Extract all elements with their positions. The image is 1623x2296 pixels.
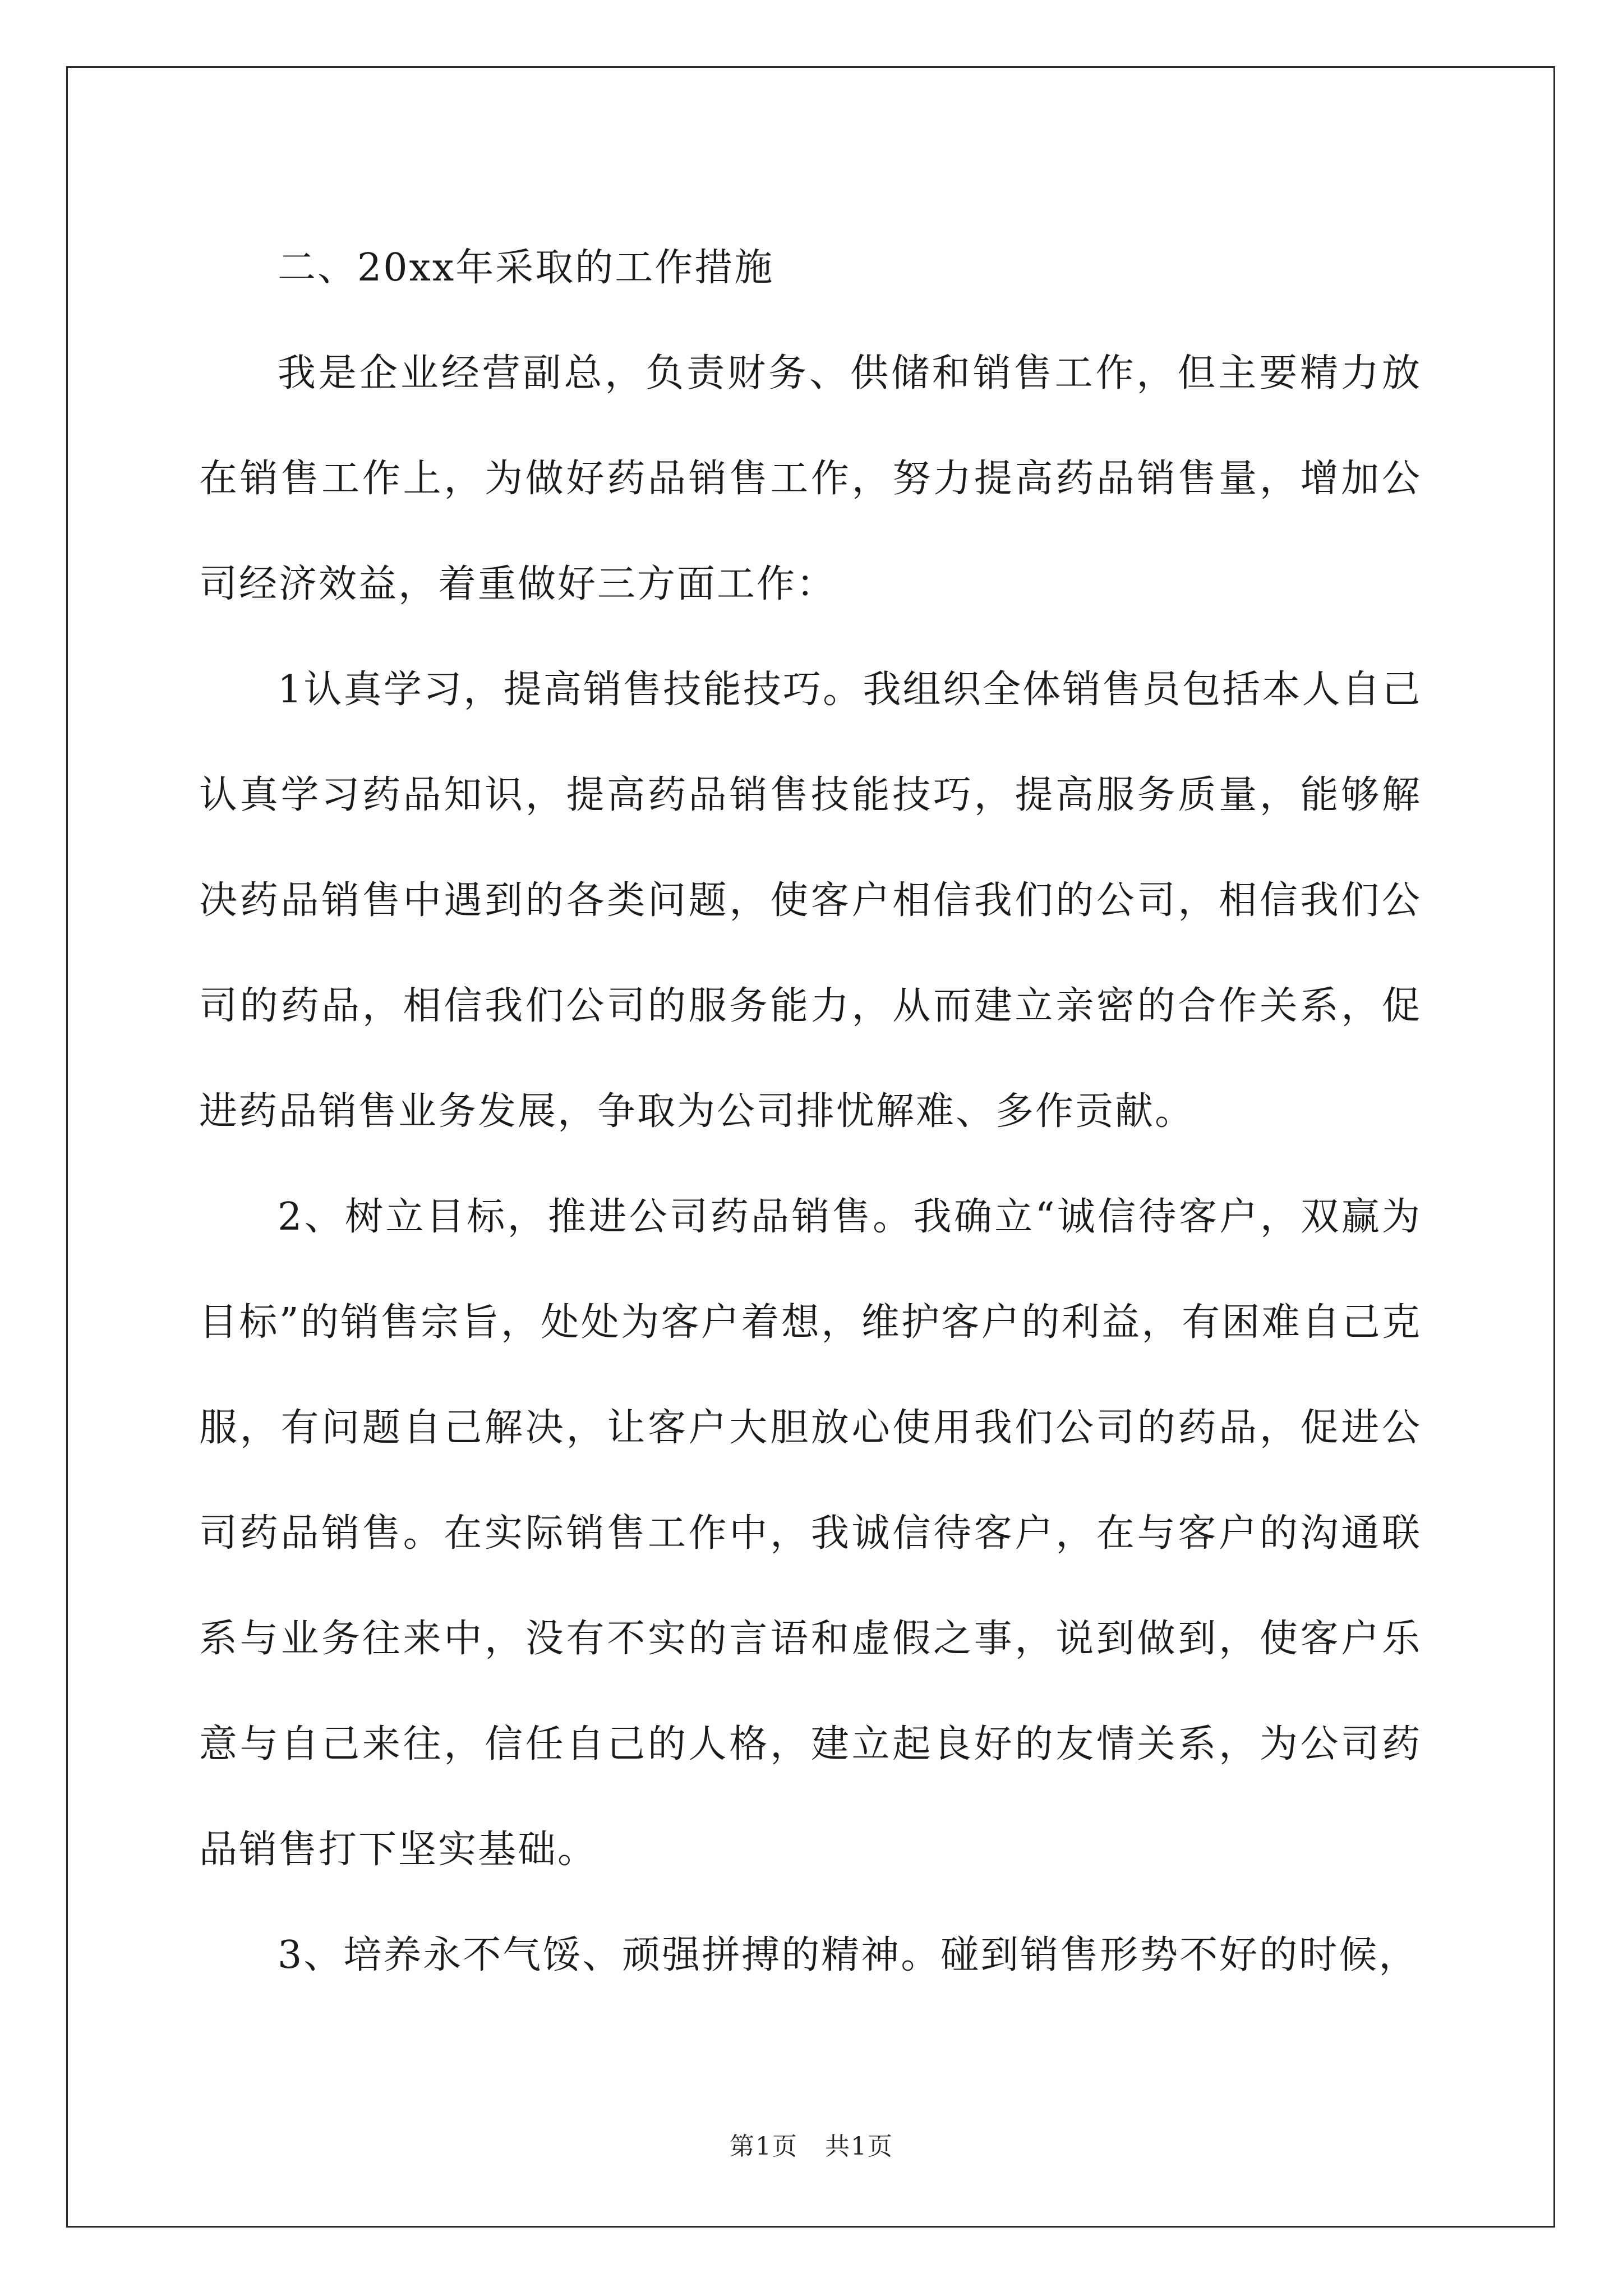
paragraph-intro: 我是企业经营副总，负责财务、供储和销售工作，但主要精力放在销售工作上，为做好药品销售工作，努力提高药品销售量，增加公司经济效益，着重做好三方面工作： bbox=[199, 351, 1422, 606]
paragraph-item-3: 3、培养永不气馁、顽强拼搏的精神。碰到销售形势不好的时候， bbox=[278, 1933, 1419, 1977]
document-body bbox=[199, 215, 1422, 2008]
paragraph-item-1: 1认真学习，提高销售技能技巧。我组织全体销售员包括本人自己认真学习药品知识，提高药品销售技能技巧，提高服务质量，能够解决药品销售中遇到的各类问题，使客户相信我们的公司，相信我们公司的药品，相信我们公司的服务能力，从而建立亲密的合作关系，促进药品销售业务发展，争取为公司排忧解难、多作贡献。 bbox=[199, 668, 1422, 1134]
paragraph-item-2: 2、树立目标，推进公司药品销售。我确立“诚信待客户，双赢为目标”的销售宗旨，处处为客户着想，维护客户的利益，有困难自己克服，有问题自己解决，让客户大胆放心使用我们公司的药品，促进公司药品销售。在实际销售工作中，我诚信待客户，在与客户的沟通联系与业务往来中，没有不实的言语和虚假之事，说到做到，使客户乐意与自己来往，信任自己的人格，建立起良好的友情关系，为公司药品销售打下坚实基础。 bbox=[199, 1195, 1422, 1872]
page-number-footer: 第1页 共1页 bbox=[730, 2132, 893, 2161]
section-heading: 二、20xx年采取的工作措施 bbox=[278, 246, 774, 290]
